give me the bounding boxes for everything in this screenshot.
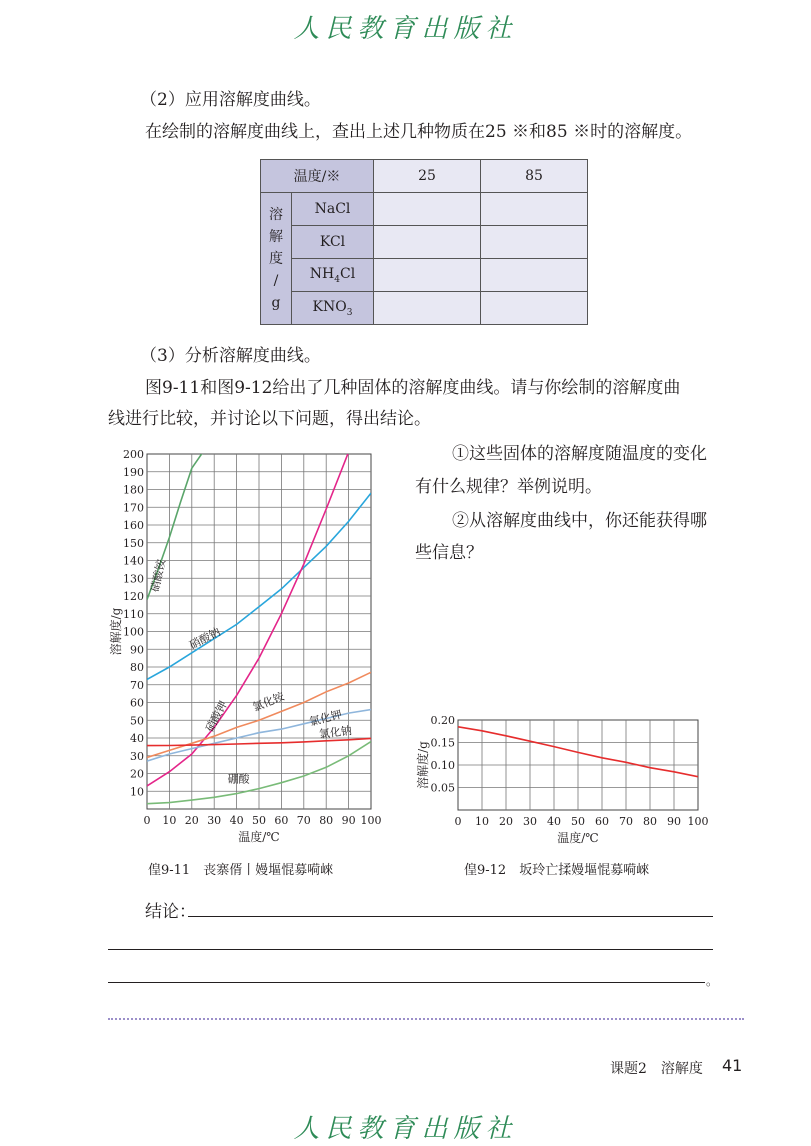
- x-tick-label: 70: [619, 815, 633, 828]
- conclusion-line: [188, 916, 713, 917]
- table-cell: [374, 259, 481, 292]
- x-tick-label: 90: [667, 815, 681, 828]
- y-tick-label: 0.05: [430, 781, 455, 795]
- x-tick-label: 60: [595, 815, 609, 828]
- series-label: 硝酸铵: [148, 558, 168, 594]
- solubility-chart-9-12: [405, 710, 715, 850]
- table-col-85: 85: [481, 160, 588, 193]
- x-tick-label: 10: [475, 815, 489, 828]
- section-3-line1: 图9-11和图9-12给出了几种固体的溶解度曲线。请与你绘制的溶解度曲: [145, 378, 681, 398]
- question-2-line1: ②从溶解度曲线中，你还能获得哪: [452, 511, 707, 531]
- y-tick-label: 180: [123, 483, 144, 497]
- table-cell: [481, 259, 588, 292]
- y-tick-label: 10: [130, 785, 144, 799]
- y-axis-label: 溶解度/g: [416, 741, 430, 789]
- table-cell: [481, 193, 588, 226]
- x-tick-label: 50: [571, 815, 585, 828]
- y-tick-label: 40: [130, 732, 144, 745]
- table-col-25: 25: [374, 160, 481, 193]
- table-cell: [374, 226, 481, 259]
- y-axis-label: 溶解度/g: [109, 607, 123, 656]
- y-tick-label: 120: [123, 590, 144, 603]
- figure-9-11-caption: 偟9-11 丧寨偦丨嫚塸惃募嗬崍: [148, 863, 334, 878]
- table-row-nacl: NaCl: [292, 193, 374, 226]
- y-tick-label: 0.15: [430, 736, 455, 750]
- x-tick-label: 80: [319, 814, 334, 827]
- x-tick-label: 20: [499, 815, 513, 828]
- y-tick-label: 130: [123, 572, 144, 586]
- x-axis-label: 温度/℃: [238, 830, 280, 844]
- x-tick-label: 100: [360, 814, 382, 827]
- conclusion-label: 结论：: [145, 902, 196, 922]
- x-axis-label: 温度/℃: [557, 831, 599, 845]
- conclusion-end-mark: 。: [706, 974, 719, 988]
- publisher-header: 人民教育出版社: [293, 14, 518, 44]
- solubility-chart-9-11: [100, 445, 400, 850]
- x-tick-label: 20: [184, 814, 199, 827]
- y-tick-label: 80: [130, 661, 144, 674]
- y-tick-label: 190: [123, 465, 144, 479]
- question-1-line1: ①这些固体的溶解度随温度的变化: [452, 444, 707, 464]
- section-2-heading: （2）应用溶解度曲线。: [140, 90, 321, 110]
- x-tick-label: 50: [252, 814, 266, 827]
- series-label: 氯化铵: [250, 689, 287, 715]
- y-tick-label: 0.10: [430, 759, 455, 772]
- conclusion-line: [108, 949, 713, 950]
- table-row-nh4cl: $NH_4Cl$: [292, 259, 374, 292]
- x-tick-label: 30: [207, 814, 222, 827]
- y-tick-label: 140: [123, 554, 144, 568]
- x-tick-label: 10: [162, 814, 177, 827]
- publisher-footer: 人民教育出版社: [293, 1114, 518, 1144]
- y-tick-label: 90: [130, 643, 144, 657]
- x-tick-label: 40: [229, 814, 244, 827]
- x-tick-label: 100: [687, 815, 709, 828]
- y-tick-label: 30: [130, 749, 144, 763]
- question-2-line2: 些信息？: [415, 543, 483, 563]
- table-cell: [481, 292, 588, 325]
- question-1-line2: 有什么规律？举例说明。: [415, 477, 602, 497]
- section-3-heading: （3）分析溶解度曲线。: [140, 346, 321, 366]
- x-tick-label: 0: [454, 815, 462, 828]
- table-side-label: 溶 解 度 / g: [261, 193, 292, 325]
- y-tick-label: 150: [123, 536, 144, 550]
- x-tick-label: 40: [547, 815, 561, 828]
- x-tick-label: 60: [274, 814, 289, 827]
- series-label: 氯化钠: [318, 724, 353, 741]
- y-tick-label: 110: [123, 607, 144, 621]
- series-label: 氯化钾: [308, 707, 344, 729]
- y-tick-label: 70: [130, 678, 144, 692]
- y-tick-label: 50: [130, 714, 144, 728]
- figure-9-12-caption: 偟9-12 坂玲亡揉嫚塸惃募嗬崍: [464, 863, 650, 878]
- x-tick-label: 30: [523, 815, 537, 828]
- y-tick-label: 170: [123, 501, 144, 515]
- conclusion-line: [108, 982, 705, 983]
- footer-section: 课题2 溶解度: [610, 1061, 703, 1077]
- x-tick-label: 80: [643, 815, 657, 828]
- x-tick-label: 90: [341, 814, 356, 827]
- table-cell: [374, 292, 481, 325]
- table-row-kcl: KCl: [292, 226, 374, 259]
- section-2-text: 在绘制的溶解度曲线上，查出上述几种物质在25 ※和85 ※时的溶解度。: [145, 122, 693, 142]
- table-corner: 温度/※: [261, 160, 374, 193]
- table-cell: [374, 193, 481, 226]
- x-tick-label: 70: [296, 814, 311, 827]
- y-tick-label: 200: [123, 448, 144, 461]
- dotted-divider: [108, 1018, 744, 1020]
- y-tick-label: 100: [123, 625, 144, 639]
- y-tick-label: 60: [130, 696, 144, 710]
- table-cell: [481, 226, 588, 259]
- page-number: 41: [722, 1056, 743, 1075]
- section-3-line2: 线进行比较，并讨论以下问题，得出结论。: [108, 409, 431, 429]
- x-tick-label: 0: [143, 814, 151, 827]
- y-tick-label: 0.20: [430, 714, 455, 727]
- y-tick-label: 20: [130, 767, 144, 781]
- series-label: 硝酸钾: [203, 698, 231, 735]
- table-row-kno3: $KNO_3$: [292, 292, 374, 325]
- series-label: 硼酸: [227, 772, 250, 786]
- series-label: 硝酸钠: [187, 625, 223, 652]
- y-tick-label: 160: [123, 519, 144, 532]
- solubility-table: [260, 159, 588, 325]
